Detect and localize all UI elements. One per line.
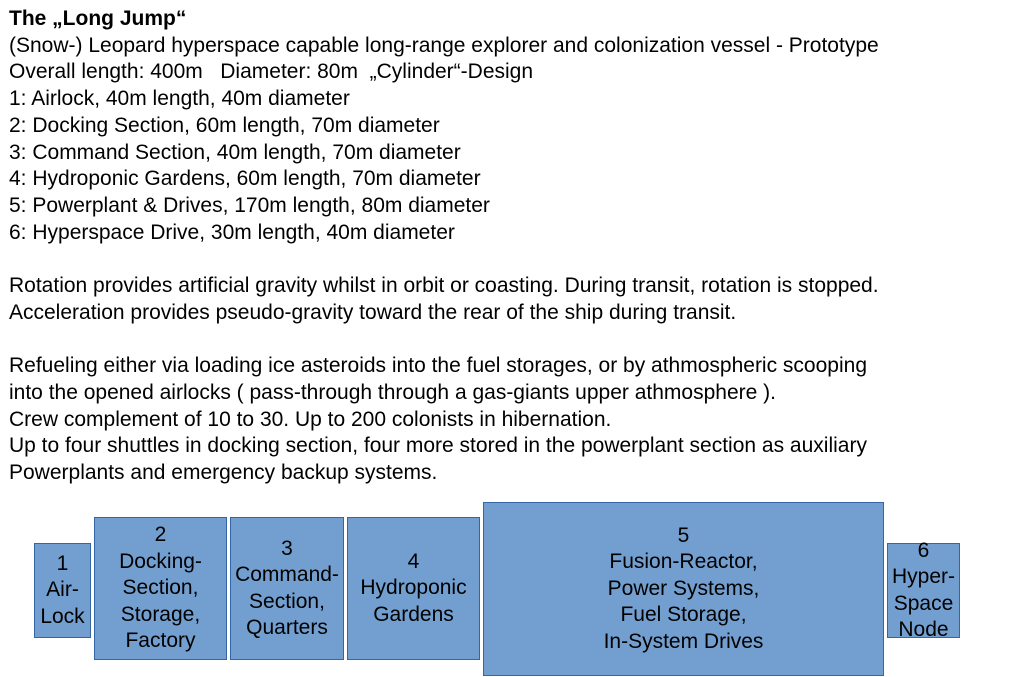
spec-line: (Snow-) Leopard hyperspace capable long-range explorer and colonization vessel - Prototype <box>9 33 879 57</box>
rotation-line: Rotation provides artificial gravity whilst in orbit or coasting. During transit, rotation is stopped. <box>9 274 879 298</box>
refuel-line: Up to four shuttles in docking section, four more stored in the powerplant section as auxiliary <box>9 434 867 458</box>
spec-line: Overall length: 400m Diameter: 80m „Cylinder“-Design <box>9 60 534 84</box>
section-powerplant: 5 Fusion-Reactor, Power Systems, Fuel Storage, In-System Drives <box>483 502 884 676</box>
spec-line: 5: Powerplant & Drives, 170m length, 80m diameter <box>9 193 490 217</box>
ship-title: The „Long Jump“ <box>9 7 187 30</box>
refuel-line: Refueling either via loading ice asteroids into the fuel storages, or by athmospheric scooping <box>9 354 867 378</box>
section-hydroponic: 4 Hydroponic Gardens <box>347 517 480 660</box>
spec-line: 6: Hyperspace Drive, 30m length, 40m diameter <box>9 220 455 244</box>
rotation-line: Acceleration provides pseudo-gravity toward the rear of the ship during transit. <box>9 300 737 324</box>
spec-line: 1: Airlock, 40m length, 40m diameter <box>9 87 350 111</box>
refuel-line: into the opened airlocks ( pass-through through a gas-giants upper athmosphere ). <box>9 380 776 404</box>
section-command: 3 Command- Section, Quarters <box>230 517 344 660</box>
spec-line: 3: Command Section, 40m length, 70m diameter <box>9 140 461 164</box>
refuel-line: Powerplants and emergency backup systems. <box>9 460 438 484</box>
spec-line: 4: Hydroponic Gardens, 60m length, 70m diameter <box>9 167 481 191</box>
spec-line: 2: Docking Section, 60m length, 70m diameter <box>9 113 440 137</box>
section-hyperspace: 6 Hyper- Space Node <box>887 543 960 638</box>
refuel-line: Crew complement of 10 to 30. Up to 200 colonists in hibernation. <box>9 407 612 431</box>
description-text <box>9 6 1009 487</box>
section-airlock: 1 Air- Lock <box>34 543 91 638</box>
section-docking: 2 Docking- Section, Storage, Factory <box>94 517 227 660</box>
